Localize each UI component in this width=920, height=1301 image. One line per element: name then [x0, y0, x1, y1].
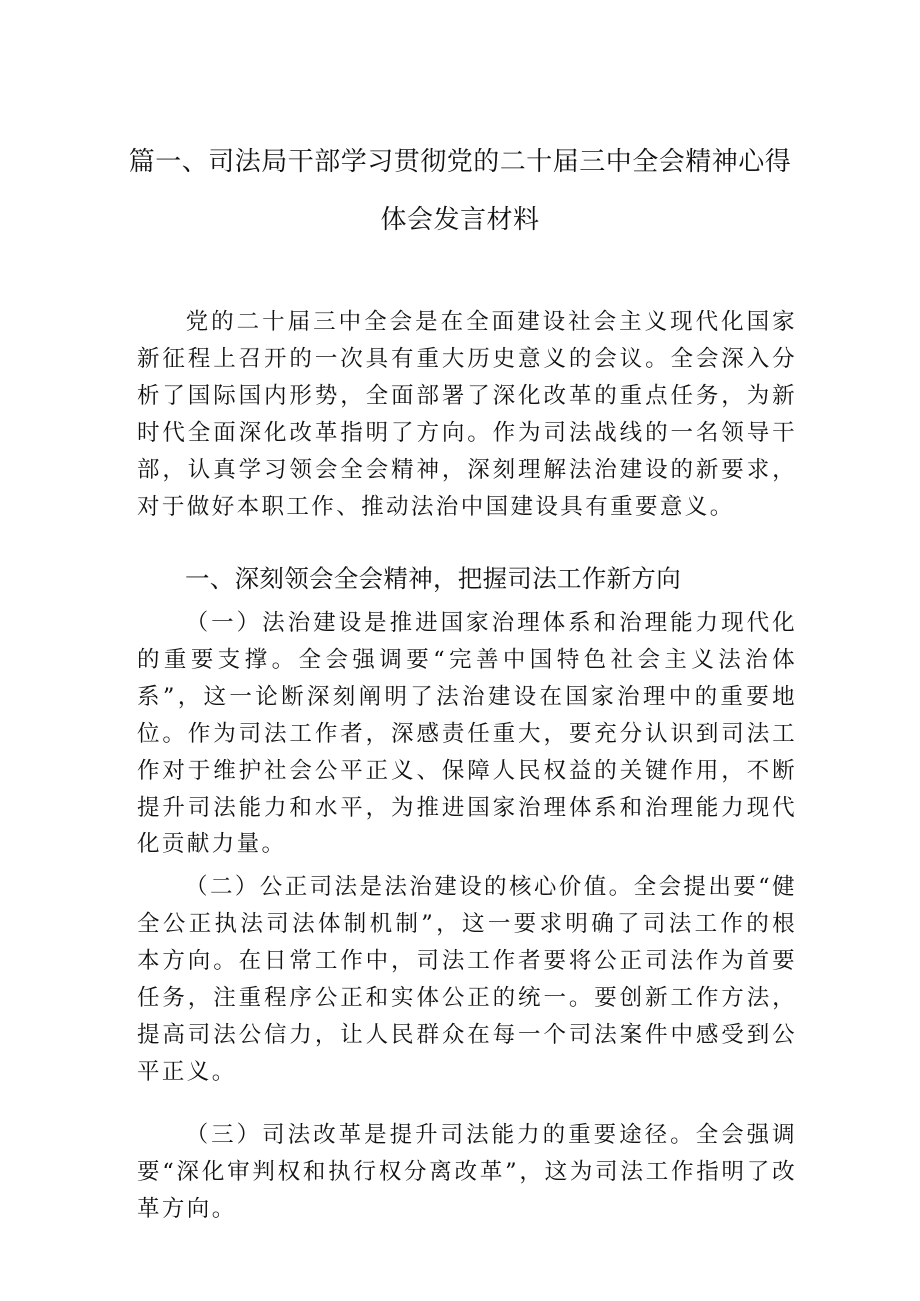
document-title-line2: 体会发言材料: [380, 205, 540, 235]
section1-heading: 一、深刻领会全会精神，把握司法工作新方向: [185, 564, 681, 593]
paragraph-2-text: （二）公正司法是法治建设的核心价值。全会提出要“健全公正执法司法体制机制”，这一要求明确了司法工作的根本方向。在日常工作中，司法工作者要将公正司法作为首要任务，注重程序公正和实体公正的统一。要创新工作方法，提高司法公信力，让人民群众在每一个司法案件中感受到公平正义。: [137, 874, 797, 1085]
intro-text: 党的二十届三中全会是在全面建设社会主义现代化国家新征程上召开的一次具有重大历史意义的会议。全会深入分析了国际国内形势，全面部署了深化改革的重点任务，为新时代全面深化改革指明了方向。作为司法战线的一名领导干部，认真学习领会全会精神，深刻理解法治建设的新要求，对于做好本职工作、推动法治中国建设具有重要意义。: [137, 309, 797, 520]
paragraph-1-text: （一）法治建设是推进国家治理体系和治理能力现代化的重要支撑。全会强调要“完善中国特色社会主义法治体系”，这一论断深刻阐明了法治建设在国家治理中的重要地位。作为司法工作者，深感责任重大，要充分认识到司法工作对于维护社会公平正义、保障人民权益的关键作用，不断提升司法能力和水平，为推进国家治理体系和治理能力现代化贡献力量。: [137, 610, 797, 858]
intro-paragraph: [137, 304, 797, 525]
document-title-line1: 篇一、司法局干部学习贯彻党的二十届三中全会精神心得: [128, 147, 792, 177]
paragraph-1: [137, 605, 797, 863]
paragraph-3-text: （三）司法改革是提升司法能力的重要途径。全会强调要“深化审判权和执行权分离改革”，这为司法工作指明了改革方向。: [137, 1122, 797, 1222]
paragraph-2: [137, 869, 797, 1090]
paragraph-3: [137, 1117, 797, 1228]
